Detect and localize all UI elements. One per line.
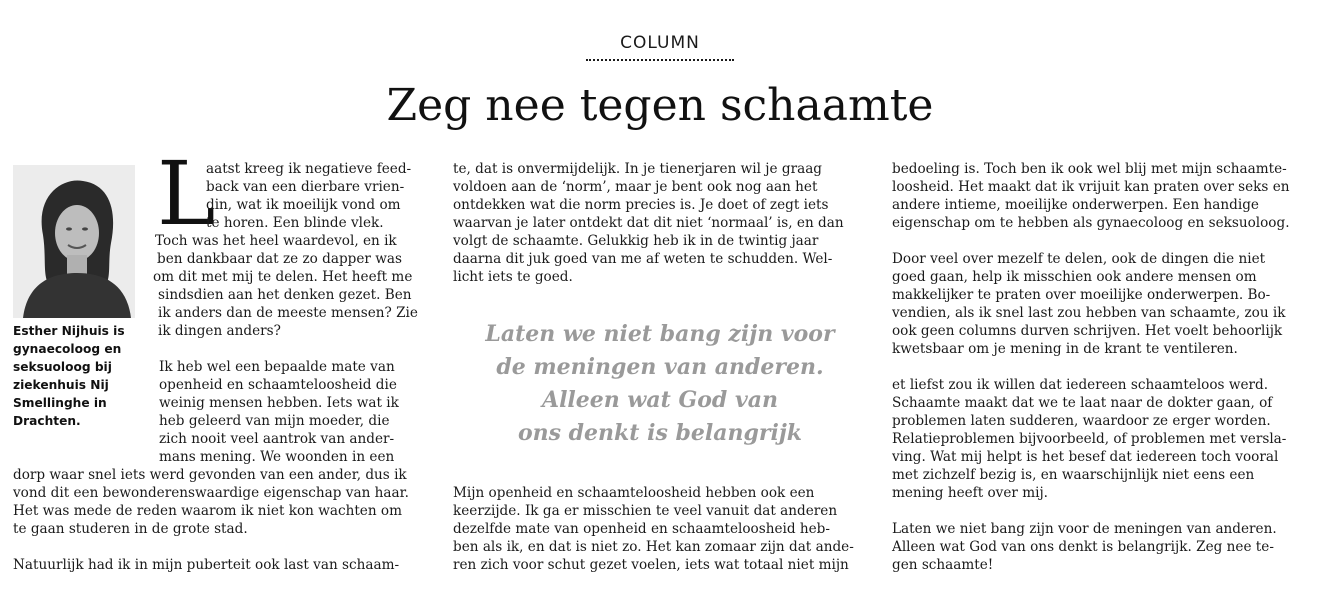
headline: Zeg nee tegen schaamte [386, 80, 934, 131]
text-line: Door veel over mezelf te delen, ook de dingen die niet [892, 251, 1266, 267]
text-line: volgt de schaamte. Gelukkig heb ik in de twintig jaar [453, 233, 819, 249]
text-line: Natuurlijk had ik in mijn puberteit ook last van schaam- [13, 557, 400, 573]
text-line: Ik heb wel een bepaalde mate van [159, 359, 395, 375]
text-line: eigenschap om te hebben als gynaecoloog en seksuoloog. [892, 215, 1290, 231]
text-line: back van een dierbare vrien- [206, 179, 405, 195]
text-line: kwetsbaar om je mening in de krant te ventileren. [892, 341, 1238, 357]
text-line: Relatieproblemen bijvoorbeeld, of problemen met versla- [892, 431, 1287, 447]
text-line: te, dat is onvermijdelijk. In je tienerjaren wil je graag [453, 161, 822, 177]
text-line: zich nooit veel aantrok van ander- [159, 431, 395, 447]
text-line: Schaamte maakt dat we te laat naar de dokter gaan, of [892, 395, 1273, 411]
caption-line: Drachten. [13, 414, 81, 428]
text-line: Laten we niet bang zijn voor de meningen van anderen. [892, 521, 1277, 537]
text-line: ben dankbaar dat ze zo dapper was [157, 251, 402, 267]
pull-quote-line: Laten we niet bang zijn voor [485, 321, 835, 347]
text-line: te gaan studeren in de grote stad. [13, 521, 248, 537]
text-line: daarna dit juk goed van me af weten te schudden. Wel- [453, 251, 833, 267]
text-line: Alleen wat God van ons denkt is belangrijk. Zeg nee te- [892, 539, 1274, 555]
text-line: gen schaamte! [892, 557, 994, 573]
text-line: licht iets te goed. [453, 269, 573, 285]
text-line: goed gaan, help ik misschien ook andere mensen om [892, 269, 1257, 285]
text-line: vendien, als ik snel last zou hebben van schaamte, zou ik [892, 305, 1286, 321]
caption-line: gynaecoloog en [13, 342, 122, 356]
text-line: aatst kreeg ik negatieve feed- [206, 161, 412, 177]
text-line: om dit met mij te delen. Het heeft me [153, 269, 413, 285]
text-line: makkelijker te praten over moeilijke onderwerpen. Bo- [892, 287, 1271, 303]
text-line: et liefst zou ik willen dat iedereen schaamteloos werd. [892, 377, 1269, 393]
pull-quote-line: ons denkt is belangrijk [517, 420, 803, 446]
section-kicker: COLUMN [620, 33, 700, 53]
text-line: ren zich voor schut gezet voelen, iets wat totaal niet mijn [453, 557, 849, 573]
text-line: Toch was het heel waardevol, en ik [155, 233, 397, 249]
caption-line: ziekenhuis Nij [13, 378, 109, 392]
text-line: din, wat ik moeilijk vond om [206, 197, 401, 213]
text-line: met zichzelf bezig is, en waarschijnlijk niet eens een [892, 467, 1255, 483]
drop-cap: L [157, 142, 216, 245]
pull-quote-line: Alleen wat God van [542, 387, 778, 413]
text-line: waarvan je later ontdekt dat dit niet ‘normaal’ is, en dan [453, 215, 844, 231]
text-line: heb geleerd van mijn moeder, die [159, 413, 390, 429]
text-line: bedoeling is. Toch ben ik ook wel blij met mijn schaamte- [892, 161, 1287, 177]
text-line: ik dingen anders? [158, 323, 281, 339]
pull-quote [470, 318, 850, 450]
caption-line: Esther Nijhuis is [13, 324, 125, 338]
text-line: sindsdien aan het denken gezet. Ben [158, 287, 412, 303]
text-line: ook geen columns durven schrijven. Het voelt behoorlijk [892, 323, 1283, 339]
text-line: keerzijde. Ik ga er misschien te veel vanuit dat anderen [453, 503, 838, 519]
caption-line: seksuoloog bij [13, 360, 112, 374]
text-line: ik anders dan de meeste mensen? Zie [158, 305, 418, 321]
text-line: mans mening. We woonden in een [159, 449, 395, 465]
text-line: te horen. Een blinde vlek. [206, 215, 384, 231]
pull-quote-line: de meningen van anderen. [496, 354, 824, 380]
text-line: weinig mensen hebben. Iets wat ik [159, 395, 399, 411]
text-line: vond dit een bewonderenswaardige eigenschap van haar. [13, 485, 409, 501]
text-line: ving. Wat mij helpt is het besef dat iedereen toch vooral [892, 449, 1279, 465]
text-line: loosheid. Het maakt dat ik vrijuit kan praten over seks en [892, 179, 1290, 195]
text-line: dorp waar snel iets werd gevonden van een ander, dus ik [13, 467, 407, 483]
kicker-dotted-rule [586, 59, 734, 61]
photo-caption [13, 322, 125, 430]
text-line: ontdekken wat die norm precies is. Je doet of zegt iets [453, 197, 829, 213]
text-line: ben als ik, en dat is niet zo. Het kan zomaar zijn dat ande- [453, 539, 854, 555]
text-line: voldoen aan de ‘norm’, maar je bent ook nog aan het [453, 179, 818, 195]
text-line: dezelfde mate van openheid en schaamteloosheid heb- [453, 521, 830, 537]
text-line: openheid en schaamteloosheid die [159, 377, 397, 393]
text-line: mening heeft over mij. [892, 485, 1048, 501]
text-line: Het was mede de reden waarom ik niet kon wachten om [13, 503, 402, 519]
author-photo [13, 165, 135, 318]
text-line: problemen laten sudderen, waardoor ze erger worden. [892, 413, 1271, 429]
text-line: andere intieme, moeilijke onderwerpen. Een handige [892, 197, 1259, 213]
text-line: Mijn openheid en schaamteloosheid hebben ook een [453, 485, 815, 501]
caption-line: Smellinghe in [13, 396, 107, 410]
